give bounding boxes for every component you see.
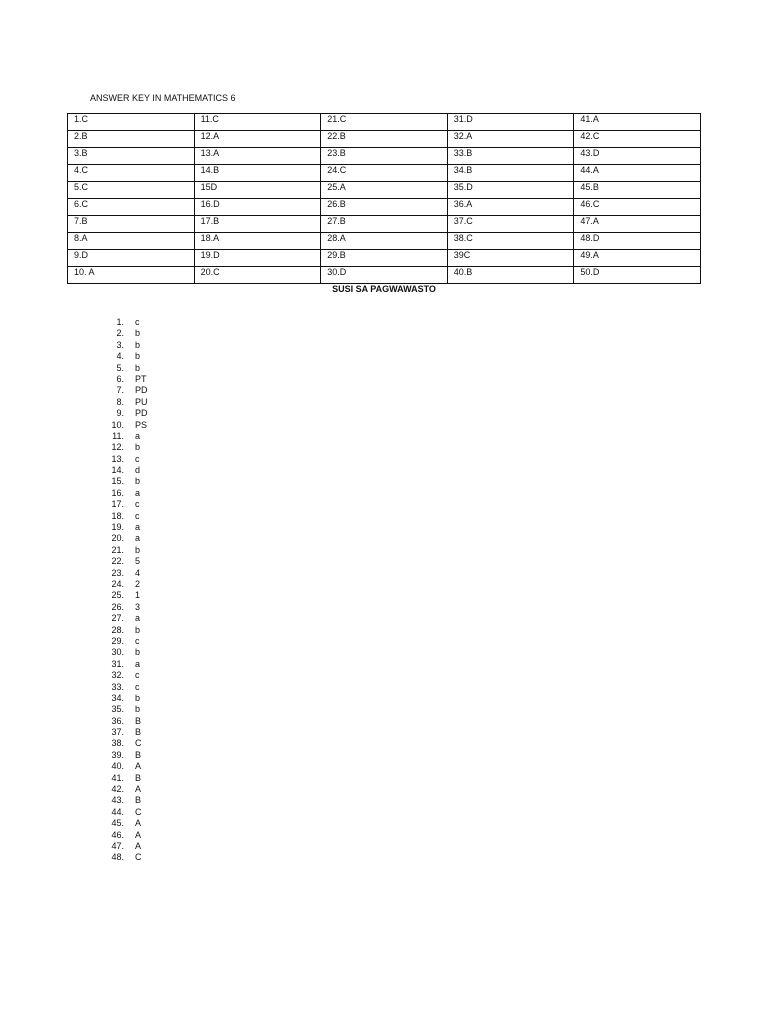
answer-key-table: [67, 113, 701, 284]
list-item: [100, 396, 148, 408]
list-item: [100, 840, 142, 852]
list-item: [100, 670, 140, 681]
table-cell: 43.D: [574, 148, 701, 165]
table-cell: 15D: [194, 182, 321, 199]
table-cell: 38.C: [447, 233, 574, 250]
list-item: [100, 328, 141, 339]
list-item-number: 17.: [111, 499, 124, 510]
list-item: [100, 795, 142, 806]
table-cell: 33.B: [447, 148, 574, 165]
list-item-number: 41.: [111, 772, 124, 783]
table-cell: 25.A: [321, 182, 448, 199]
list-item: [100, 476, 141, 487]
list-item: [100, 601, 141, 613]
list-item-number: 25.: [111, 590, 124, 601]
table-cell: 18.A: [194, 233, 321, 250]
table-cell: 36.A: [447, 199, 574, 216]
list-item-number: 16.: [111, 487, 124, 498]
list-item: [100, 339, 141, 351]
table-cell: 23.B: [321, 148, 448, 165]
list-item-number: 42.: [111, 784, 124, 795]
list-item: [100, 430, 141, 442]
list-item-answer: b: [135, 544, 141, 555]
list-item-answer: PS: [135, 419, 148, 430]
table-cell: 30.D: [321, 267, 448, 284]
list-item-answer: b: [135, 692, 141, 703]
list-item-answer: c: [135, 510, 140, 521]
list-item: [100, 647, 141, 658]
list-item-answer: 2: [135, 578, 141, 589]
list-item-number: 38.: [111, 738, 124, 749]
table-cell: 40.B: [447, 267, 574, 284]
list-item-answer: b: [135, 362, 141, 373]
list-item-answer: C: [135, 852, 142, 863]
table-cell: 37.C: [447, 216, 574, 233]
table-cell: 42.C: [574, 131, 701, 148]
list-item-number: 20.: [111, 533, 124, 544]
list-item-number: 45.: [111, 818, 124, 829]
list-item-answer: A: [135, 840, 142, 851]
table-cell: 27.B: [321, 216, 448, 233]
table-cell: 9.D: [68, 250, 195, 267]
list-item-number: 47.: [111, 840, 124, 851]
list-item: [100, 692, 141, 704]
table-row: [68, 114, 701, 131]
table-cell: 24.C: [321, 165, 448, 182]
list-item-number: 22.: [111, 556, 124, 567]
table-cell: 32.A: [447, 131, 574, 148]
list-item: [100, 784, 142, 795]
list-item-answer: 4: [135, 567, 141, 578]
table-cell: 31.D: [447, 114, 574, 131]
list-item-answer: c: [135, 635, 140, 646]
table-cell: 45.B: [574, 182, 701, 199]
table-cell: 7.B: [68, 216, 195, 233]
list-item: [100, 635, 140, 647]
list-item: [100, 806, 142, 818]
list-item-number: 15.: [111, 476, 124, 487]
list-item-answer: A: [135, 818, 142, 829]
table-row: [68, 182, 701, 199]
table-cell: 1.C: [68, 114, 195, 131]
list-item: [100, 362, 141, 374]
list-item-number: 8.: [116, 396, 124, 407]
list-item: [100, 852, 142, 863]
list-item-number: 18.: [111, 510, 124, 521]
list-item-number: 46.: [111, 829, 124, 840]
list-item-number: 14.: [111, 465, 124, 476]
list-item-answer: A: [135, 784, 142, 795]
answer-list: [100, 317, 148, 864]
list-item-answer: B: [135, 772, 142, 783]
table-cell: 29.B: [321, 250, 448, 267]
list-item-number: 2.: [116, 328, 124, 339]
list-item-number: 23.: [111, 567, 124, 578]
list-item-answer: 1: [135, 590, 141, 601]
list-item-number: 30.: [111, 647, 124, 658]
list-item-answer: B: [135, 795, 142, 806]
list-item-number: 39.: [111, 749, 124, 760]
list-item-answer: b: [135, 328, 141, 339]
list-item: [100, 487, 141, 499]
document-title: ANSWER KEY IN MATHEMATICS 6: [90, 93, 236, 103]
list-item-answer: A: [135, 761, 142, 772]
list-item-number: 6.: [116, 373, 124, 384]
list-item: [100, 658, 141, 670]
list-item-answer: c: [135, 317, 140, 327]
table-cell: 6.C: [68, 199, 195, 216]
table-cell: 44.A: [574, 165, 701, 182]
answer-key-table-body: [68, 114, 701, 284]
list-item-answer: PD: [135, 408, 148, 419]
list-item-number: 26.: [111, 601, 124, 612]
list-item-answer: B: [135, 727, 142, 738]
table-row: [68, 199, 701, 216]
list-item-answer: C: [135, 738, 142, 749]
list-item-number: 33.: [111, 681, 124, 692]
list-item-answer: c: [135, 670, 140, 681]
list-item-number: 19.: [111, 522, 124, 533]
list-item-number: 27.: [111, 613, 124, 624]
list-item-number: 34.: [111, 692, 124, 703]
list-item-number: 24.: [111, 578, 124, 589]
table-cell: 39C: [447, 250, 574, 267]
table-cell: 22.B: [321, 131, 448, 148]
list-item-number: 1.: [116, 317, 124, 327]
table-cell: 48.D: [574, 233, 701, 250]
list-item: [100, 624, 141, 636]
list-item-number: 10.: [111, 419, 124, 430]
table-cell: 10. A: [68, 267, 195, 284]
table-cell: 17.B: [194, 216, 321, 233]
table-cell: 4.C: [68, 165, 195, 182]
table-cell: 26.B: [321, 199, 448, 216]
list-item-number: 21.: [111, 544, 124, 555]
list-item-number: 37.: [111, 727, 124, 738]
list-item-number: 40.: [111, 761, 124, 772]
list-item: [100, 567, 141, 579]
list-item-answer: b: [135, 351, 141, 362]
list-item-answer: b: [135, 476, 141, 487]
list-item-number: 32.: [111, 670, 124, 681]
list-item: [100, 533, 141, 544]
list-item: [100, 373, 147, 385]
list-item-answer: b: [135, 647, 141, 658]
list-item: [100, 772, 142, 784]
table-cell: 14.B: [194, 165, 321, 182]
list-item-answer: PD: [135, 385, 148, 396]
table-cell: 13.A: [194, 148, 321, 165]
table-cell: 21.C: [321, 114, 448, 131]
list-item-answer: a: [135, 613, 141, 624]
list-item-answer: C: [135, 806, 142, 817]
list-item: [100, 761, 142, 772]
list-item: [100, 317, 140, 328]
list-item-answer: a: [135, 430, 141, 441]
list-item: [100, 829, 142, 841]
list-item-answer: PU: [135, 396, 148, 407]
list-item-answer: a: [135, 658, 141, 669]
list-item-number: 43.: [111, 795, 124, 806]
list-item-number: 29.: [111, 635, 124, 646]
list-item: [100, 544, 141, 556]
section-title: SUSI SA PAGWAWASTO: [332, 284, 436, 294]
list-item: [100, 556, 141, 567]
list-item: [100, 578, 141, 590]
table-cell: 8.A: [68, 233, 195, 250]
list-item-number: 7.: [116, 385, 124, 396]
list-item: [100, 351, 141, 362]
table-cell: 5.C: [68, 182, 195, 199]
list-item-number: 5.: [116, 362, 124, 373]
list-item: [100, 510, 140, 522]
list-item-answer: b: [135, 442, 141, 453]
list-item: [100, 499, 140, 510]
list-item-number: 3.: [116, 339, 124, 350]
list-item-number: 4.: [116, 351, 124, 362]
table-cell: 34.B: [447, 165, 574, 182]
list-item-answer: c: [135, 681, 140, 692]
list-item: [100, 715, 142, 727]
list-item: [100, 419, 148, 431]
list-item-answer: b: [135, 339, 141, 350]
list-item-answer: B: [135, 715, 142, 726]
table-cell: 49.A: [574, 250, 701, 267]
list-item-number: 36.: [111, 715, 124, 726]
list-item: [100, 613, 141, 624]
list-item-answer: a: [135, 533, 141, 544]
table-cell: 2.B: [68, 131, 195, 148]
list-item-number: 13.: [111, 453, 124, 464]
list-item-number: 35.: [111, 704, 124, 715]
table-cell: 35.D: [447, 182, 574, 199]
table-cell: 19.D: [194, 250, 321, 267]
list-item: [100, 727, 142, 738]
table-row: [68, 148, 701, 165]
list-item-answer: PT: [135, 373, 147, 384]
list-item-number: 48.: [111, 852, 124, 863]
list-item: [100, 453, 140, 465]
table-row: [68, 165, 701, 182]
table-cell: 41.A: [574, 114, 701, 131]
list-item-answer: A: [135, 829, 142, 840]
table-cell: 50.D: [574, 267, 701, 284]
list-item-number: 31.: [111, 658, 124, 669]
table-row: [68, 216, 701, 233]
table-row: [68, 267, 701, 284]
table-cell: 47.A: [574, 216, 701, 233]
list-item-answer: a: [135, 487, 141, 498]
list-item-answer: d: [135, 465, 141, 476]
list-item: [100, 681, 140, 693]
list-item: [100, 385, 148, 396]
list-item-number: 11.: [112, 430, 124, 441]
list-item-answer: b: [135, 704, 141, 715]
list-item: [100, 818, 142, 829]
table-cell: 3.B: [68, 148, 195, 165]
list-item: [100, 590, 141, 601]
list-item-answer: a: [135, 522, 141, 533]
list-item: [100, 442, 141, 453]
table-cell: 28.A: [321, 233, 448, 250]
table-cell: 12.A: [194, 131, 321, 148]
list-item-answer: b: [135, 624, 141, 635]
list-item: [100, 749, 142, 761]
list-item: [100, 704, 141, 715]
table-cell: 20.C: [194, 267, 321, 284]
list-item: [100, 738, 142, 749]
list-item-answer: c: [135, 499, 140, 510]
list-item-answer: 3: [135, 601, 141, 612]
table-cell: 16.D: [194, 199, 321, 216]
list-item-number: 28.: [111, 624, 124, 635]
table-cell: 46.C: [574, 199, 701, 216]
list-item-number: 44.: [111, 806, 124, 817]
list-item-answer: B: [135, 749, 142, 760]
table-row: [68, 250, 701, 267]
list-item: [100, 408, 148, 419]
list-item-answer: c: [135, 453, 140, 464]
table-row: [68, 233, 701, 250]
list-item: [100, 465, 141, 476]
list-item: [100, 522, 141, 533]
table-row: [68, 131, 701, 148]
list-item-answer: 5: [135, 556, 141, 567]
table-cell: 11.C: [194, 114, 321, 131]
list-item-number: 9.: [116, 408, 124, 419]
list-item-number: 12.: [111, 442, 124, 453]
